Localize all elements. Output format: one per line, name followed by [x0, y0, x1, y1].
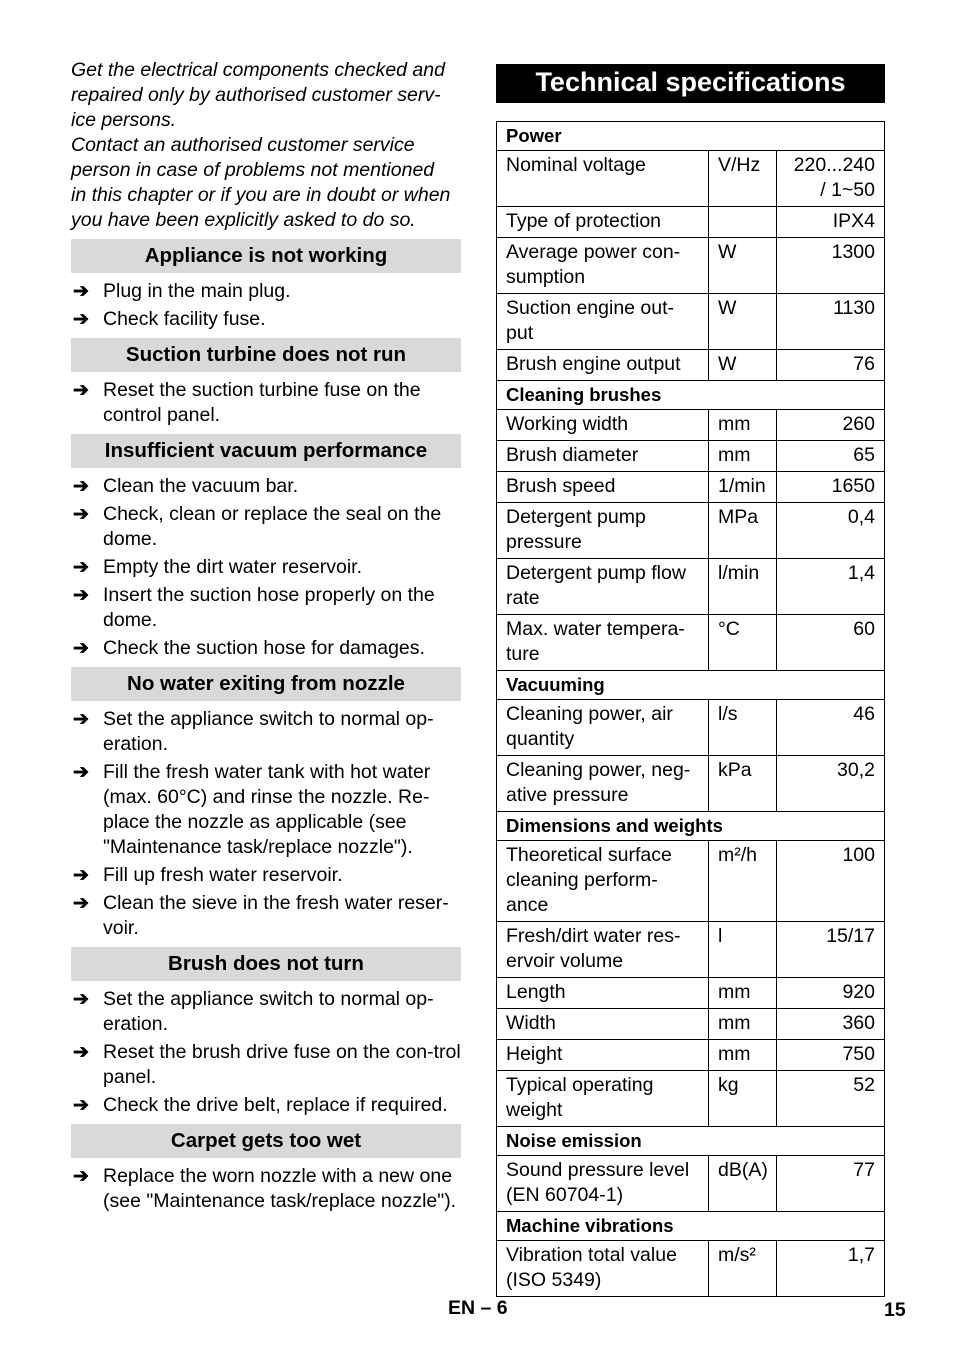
spec-value: 76 [777, 350, 885, 381]
table-row [497, 441, 885, 472]
spec-label: Nominal voltage [497, 151, 709, 207]
spec-value: 0,4 [777, 503, 885, 559]
spec-unit: m/s² [709, 1241, 777, 1297]
group-header-row [497, 122, 885, 151]
intro-line: repaired only by authorised customer serv- [71, 84, 441, 106]
spec-value: 1650 [777, 472, 885, 503]
list-item [71, 1093, 461, 1118]
spec-unit: l/min [709, 559, 777, 615]
page-title: Technical specifications [496, 64, 885, 103]
spec-label: Brush speed [497, 472, 709, 503]
section-heading: No water exiting from nozzle [71, 667, 461, 701]
list-item [71, 1164, 461, 1214]
table-row [497, 1040, 885, 1071]
spec-label: Cleaning power, air quantity [497, 700, 709, 756]
arrow-right-icon: ➔ [73, 504, 89, 525]
group-header: Machine vibrations [497, 1212, 885, 1241]
step-text: Check the suction hose for damages. [103, 637, 425, 659]
page-number: 15 [884, 1299, 906, 1321]
list-item [71, 378, 461, 428]
list-item [71, 707, 461, 757]
table-row [497, 756, 885, 812]
step-text: Replace the worn nozzle with a new one (see "Maintenance task/replace nozzle"). [103, 1165, 457, 1212]
arrow-right-icon: ➔ [73, 865, 89, 886]
group-header: Noise emission [497, 1127, 885, 1156]
spec-label: Width [497, 1009, 709, 1040]
group-header: Dimensions and weights [497, 812, 885, 841]
list-item [71, 307, 461, 332]
section-heading: Carpet gets too wet [71, 1124, 461, 1158]
step-text: Clean the sieve in the fresh water reser-voir. [103, 892, 449, 939]
spec-value: 46 [777, 700, 885, 756]
spec-value: 15/17 [777, 922, 885, 978]
specs-column [496, 64, 885, 1297]
spec-unit: W [709, 238, 777, 294]
intro-line: in this chapter or if you are in doubt or when [71, 184, 451, 206]
spec-unit: kPa [709, 756, 777, 812]
troubleshooting-column [71, 58, 461, 1220]
table-row [497, 922, 885, 978]
arrow-right-icon: ➔ [73, 989, 89, 1010]
spec-label: Max. water tempera-ture [497, 615, 709, 671]
table-row [497, 238, 885, 294]
step-text: Check, clean or replace the seal on the dome. [103, 503, 442, 550]
spec-value: 30,2 [777, 756, 885, 812]
arrow-right-icon: ➔ [73, 585, 89, 606]
step-list [71, 1164, 461, 1214]
arrow-right-icon: ➔ [73, 380, 89, 401]
spec-unit: kg [709, 1071, 777, 1127]
spec-value: 1300 [777, 238, 885, 294]
group-header-row [497, 1127, 885, 1156]
table-row [497, 1009, 885, 1040]
arrow-right-icon: ➔ [73, 476, 89, 497]
arrow-right-icon: ➔ [73, 281, 89, 302]
step-text: Set the appliance switch to normal op-eration. [103, 988, 434, 1035]
spec-label: Working width [497, 410, 709, 441]
list-item [71, 987, 461, 1037]
spec-value: 220...240 / 1~50 [777, 151, 885, 207]
spec-table [496, 121, 885, 1297]
spec-value: 100 [777, 841, 885, 922]
list-item [71, 583, 461, 633]
spec-label: Fresh/dirt water res-ervoir volume [497, 922, 709, 978]
spec-unit: W [709, 294, 777, 350]
list-item [71, 502, 461, 552]
spec-value: 1,4 [777, 559, 885, 615]
arrow-right-icon: ➔ [73, 1095, 89, 1116]
step-text: Insert the suction hose properly on the dome. [103, 584, 435, 631]
step-text: Fill up fresh water reservoir. [103, 864, 343, 886]
spec-label: Cleaning power, neg-ative pressure [497, 756, 709, 812]
group-header: Power [497, 122, 885, 151]
spec-unit: mm [709, 978, 777, 1009]
spec-unit [709, 207, 777, 238]
step-list [71, 707, 461, 941]
spec-value: 920 [777, 978, 885, 1009]
intro-line: you have been explicitly asked to do so. [71, 209, 416, 231]
step-text: Check the drive belt, replace if required. [103, 1094, 448, 1116]
spec-label: Length [497, 978, 709, 1009]
troubleshooting-sections [71, 239, 461, 1214]
table-row [497, 615, 885, 671]
table-row [497, 559, 885, 615]
spec-unit: m²/h [709, 841, 777, 922]
list-item [71, 636, 461, 661]
spec-value: 260 [777, 410, 885, 441]
intro-line: Contact an authorised customer service [71, 134, 415, 156]
table-row [497, 151, 885, 207]
table-row [497, 978, 885, 1009]
table-row [497, 410, 885, 441]
table-row [497, 700, 885, 756]
table-row [497, 1156, 885, 1212]
section-heading: Suction turbine does not run [71, 338, 461, 372]
spec-value: 1130 [777, 294, 885, 350]
arrow-right-icon: ➔ [73, 638, 89, 659]
intro-line: ice persons. [71, 109, 177, 131]
spec-unit: mm [709, 1009, 777, 1040]
spec-value: 52 [777, 1071, 885, 1127]
list-item [71, 555, 461, 580]
spec-label: Detergent pump flow rate [497, 559, 709, 615]
arrow-right-icon: ➔ [73, 762, 89, 783]
table-row [497, 503, 885, 559]
step-text: Fill the fresh water tank with hot water (max. 60°C) and rinse the nozzle. Re-place the nozzle as applicable (see "Maintenance task/replace nozzle"). [103, 761, 431, 858]
spec-label: Average power con-sumption [497, 238, 709, 294]
spec-unit: 1/min [709, 472, 777, 503]
spec-value: 77 [777, 1156, 885, 1212]
spec-unit: MPa [709, 503, 777, 559]
step-list [71, 378, 461, 428]
spec-label: Suction engine out-put [497, 294, 709, 350]
spec-unit: l [709, 922, 777, 978]
spec-value: 360 [777, 1009, 885, 1040]
arrow-right-icon: ➔ [73, 709, 89, 730]
step-list [71, 474, 461, 661]
step-text: Empty the dirt water reservoir. [103, 556, 363, 578]
step-text: Check facility fuse. [103, 308, 266, 330]
step-text: Plug in the main plug. [103, 280, 291, 302]
spec-unit: mm [709, 441, 777, 472]
list-item [71, 760, 461, 860]
table-row [497, 841, 885, 922]
intro-note [71, 58, 461, 233]
spec-unit: mm [709, 1040, 777, 1071]
table-row [497, 207, 885, 238]
spec-value: IPX4 [777, 207, 885, 238]
step-text: Reset the brush drive fuse on the con-trol panel. [103, 1041, 461, 1088]
list-item [71, 1040, 461, 1090]
spec-label: Brush diameter [497, 441, 709, 472]
table-row [497, 1241, 885, 1297]
list-item [71, 863, 461, 888]
spec-label: Brush engine output [497, 350, 709, 381]
section-heading: Brush does not turn [71, 947, 461, 981]
spec-unit: mm [709, 410, 777, 441]
step-text: Reset the suction turbine fuse on the control panel. [103, 379, 421, 426]
step-text: Set the appliance switch to normal op-eration. [103, 708, 434, 755]
group-header-row [497, 671, 885, 700]
section-heading: Insufficient vacuum performance [71, 434, 461, 468]
spec-value: 1,7 [777, 1241, 885, 1297]
step-list [71, 987, 461, 1118]
spec-label: Sound pressure level (EN 60704-1) [497, 1156, 709, 1212]
spec-label: Vibration total value (ISO 5349) [497, 1241, 709, 1297]
spec-unit: l/s [709, 700, 777, 756]
spec-value: 750 [777, 1040, 885, 1071]
spec-unit: W [709, 350, 777, 381]
step-list [71, 279, 461, 332]
spec-value: 60 [777, 615, 885, 671]
list-item [71, 891, 461, 941]
spec-label: Type of protection [497, 207, 709, 238]
table-row [497, 1071, 885, 1127]
group-header: Vacuuming [497, 671, 885, 700]
spec-label: Theoretical surface cleaning perform-ance [497, 841, 709, 922]
arrow-right-icon: ➔ [73, 1042, 89, 1063]
arrow-right-icon: ➔ [73, 557, 89, 578]
group-header-row [497, 381, 885, 410]
table-row [497, 472, 885, 503]
table-row [497, 294, 885, 350]
intro-line: Get the electrical components checked and [71, 59, 445, 81]
arrow-right-icon: ➔ [73, 309, 89, 330]
spec-value: 65 [777, 441, 885, 472]
list-item [71, 279, 461, 304]
arrow-right-icon: ➔ [73, 893, 89, 914]
spec-unit: dB(A) [709, 1156, 777, 1212]
spec-unit: V/Hz [709, 151, 777, 207]
step-text: Clean the vacuum bar. [103, 475, 299, 497]
section-heading: Appliance is not working [71, 239, 461, 273]
list-item [71, 474, 461, 499]
group-header-row [497, 812, 885, 841]
spec-label: Height [497, 1040, 709, 1071]
spec-label: Detergent pump pressure [497, 503, 709, 559]
table-row [497, 350, 885, 381]
arrow-right-icon: ➔ [73, 1166, 89, 1187]
intro-line: person in case of problems not mentioned [71, 159, 435, 181]
group-header: Cleaning brushes [497, 381, 885, 410]
spec-unit: °C [709, 615, 777, 671]
footer-section: EN – 6 [448, 1297, 508, 1319]
group-header-row [497, 1212, 885, 1241]
spec-label: Typical operating weight [497, 1071, 709, 1127]
